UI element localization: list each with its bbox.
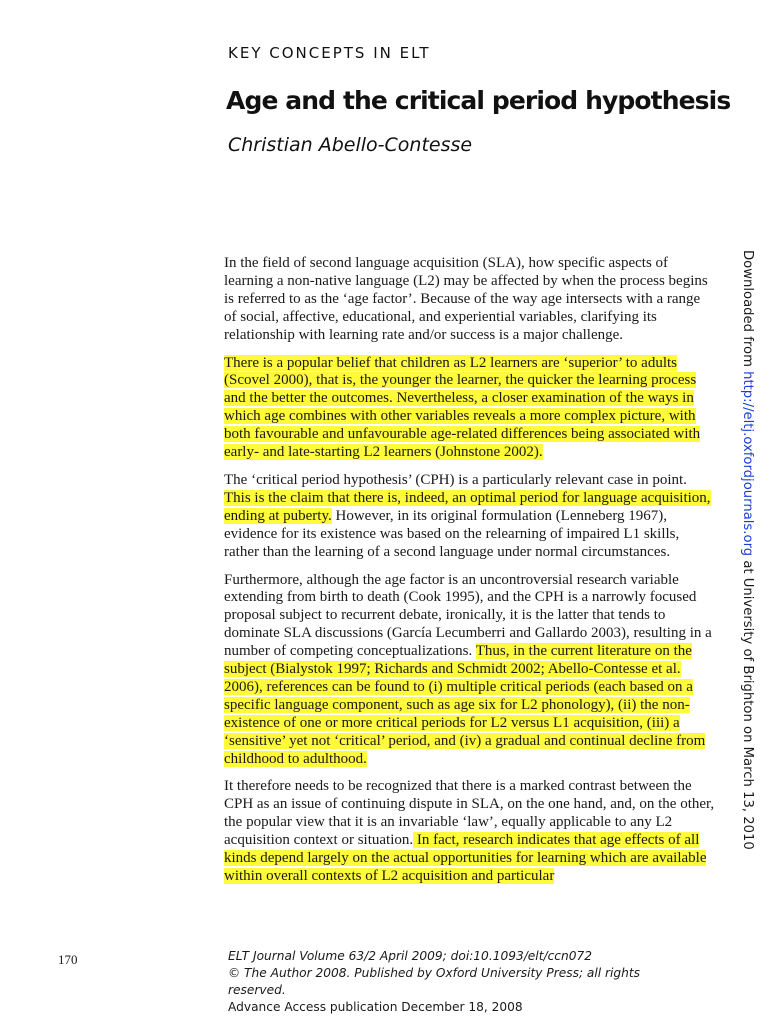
p3-text-c: However, in its original formulation (Lenneberg 1967), evidence for its existence was based on the relearning of impaired L1 skills, rather than the learning of a second language under normal circumstances. (224, 507, 680, 560)
highlight-p4: Thus, in the current literature on the subject (Bialystok 1997; Richards and Schmidt 2002; Abello-Contesse et al. 2006), references can be found to (i) multiple critical periods (each based on a specific language component, such as age six for L2 phonology), (ii) the non-existence of one or more critical periods for L2 versus L1 acquisition, (iii) a ‘sensitive’ yet not ‘critical’ period, and (iv) a gradual and continual decline from childhood to adulthood. (224, 643, 706, 767)
article-body (224, 255, 716, 896)
download-notice (740, 250, 755, 850)
p3-text-a: The ‘critical period hypothesis’ (CPH) is a particularly relevant case in point. (224, 471, 687, 488)
article-author: Christian Abello-Contesse (228, 134, 473, 156)
highlight-p5: In fact, research indicates that age effects of all kinds depend largely on the actual opportunities for learning which are available within overall contexts of L2 acquisition and particular (224, 832, 707, 884)
paragraph-5 (224, 778, 716, 885)
series-kicker: KEY CONCEPTS IN ELT (228, 44, 431, 62)
highlight-p2: There is a popular belief that children as L2 learners are ‘superior’ to adults (Scovel 2000), that is, the younger the learner, the quicker the learning process and the better the outcomes. Nevertheless, a closer examination of the ways in which age combines with other variables reveals a more complex picture, with both favourable and unfavourable age-related differences being associated with early- and late-starting L2 learners (Johnstone 2002). (224, 354, 701, 461)
paragraph-3 (224, 472, 716, 562)
paragraph-1: In the field of second language acquisition (SLA), how specific aspects of learning a non-native language (L2) may be affected by when the process begins is referred to as the ‘age factor’. Because of the way age intersects with a range of social, affective, educational, and experiential variables, clarifying its relationship with learning rate and/or success is a major challenge. (224, 255, 708, 343)
download-notice-suffix: at University of Brighton on March 13, 2010 (740, 556, 755, 850)
p4-text-a: Furthermore, although the age factor is an uncontroversial research variable extending from birth to death (Cook 1995), and the CPH is a narrowly focused proposal subject to recurrent debate, ironically, it is the latter that tends to dominate SLA discussions (García Lecumberri and Gallardo 2003), resulting in a number of competing conceptualizations. (224, 571, 712, 660)
article-title: Age and the critical period hypothesis (226, 86, 731, 115)
journal-citation: ELT Journal Volume 63/2 April 2009; doi:10.1093/elt/ccn072 (228, 949, 592, 963)
p5-text-a: It therefore needs to be recognized that there is a marked contrast between the CPH as an issue of continuing dispute in SLA, on the one hand, and, on the other, the popular view that it is an invariable ‘law’, equally applicable to any L2 acquisition context or situation. (224, 778, 715, 849)
download-link[interactable]: http://eltj.oxfordjournals.org (740, 371, 755, 557)
advance-access-line: Advance Access publication December 18, 2008 (228, 1000, 523, 1014)
highlight-p3: This is the claim that there is, indeed, an optimal period for language acquisition, ending at puberty. (224, 489, 711, 524)
paragraph-4 (224, 572, 716, 769)
download-notice-prefix: Downloaded from (740, 250, 755, 372)
citation-footer (228, 948, 698, 1016)
paragraph-2 (224, 355, 716, 462)
page-number: 170 (58, 952, 78, 967)
copyright-line: © The Author 2008. Published by Oxford University Press; all rights reserved. (228, 966, 641, 997)
